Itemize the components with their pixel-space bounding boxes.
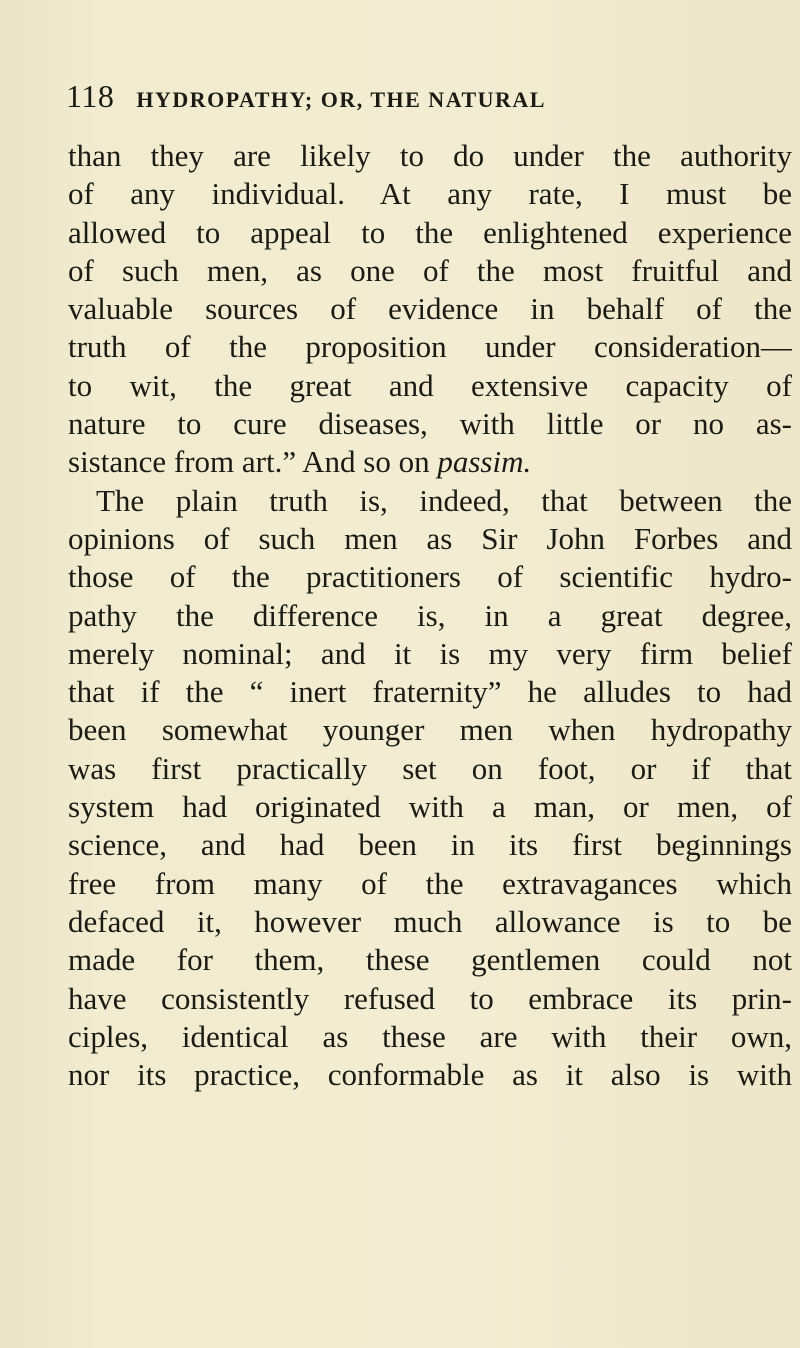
text-line: merely nominal; and it is my very firm belief — [68, 635, 792, 671]
running-head — [66, 78, 786, 118]
text-line: to wit, the great and extensive capacity of — [68, 367, 792, 403]
text-line: was first practically set on foot, or if that — [68, 750, 792, 786]
text-line: made for them, these gentlemen could not — [68, 942, 792, 978]
italic-phrase: passim. — [437, 444, 532, 480]
text-line: nature to cure diseases, with little or no as- — [68, 406, 792, 442]
text-line: that if the “ inert fraternity” he alludes to had — [68, 674, 792, 710]
text-line: system had originated with a man, or men, of — [68, 789, 792, 825]
text-line: defaced it, however much allowance is to be — [68, 903, 792, 939]
text-line: have consistently refused to embrace its prin- — [68, 980, 792, 1016]
text-line: ciples, identical as these are with their own, — [68, 1018, 792, 1054]
text-line: of any individual. At any rate, I must be — [68, 176, 792, 212]
text-line: allowed to appeal to the enlightened experience — [68, 214, 792, 250]
text-line: science, and had been in its first beginnings — [68, 827, 792, 863]
text-line: free from many of the extravagances which — [68, 865, 792, 901]
body-text — [68, 137, 792, 1094]
text-line — [68, 443, 792, 481]
text-line: than they are likely to do under the authority — [68, 138, 792, 173]
running-title: HYDROPATHY; OR, THE NATURAL — [136, 87, 546, 112]
text-line: opinions of such men as Sir John Forbes and — [68, 520, 792, 556]
text-line: valuable sources of evidence in behalf of the — [68, 291, 792, 327]
text-line: nor its practice, conformable as it also is with — [68, 1057, 792, 1093]
text-line: been somewhat younger men when hydropathy — [68, 712, 792, 748]
page-number: 118 — [66, 78, 115, 114]
text-line: truth of the proposition under consideration— — [68, 329, 792, 365]
text-line: of such men, as one of the most fruitful and — [68, 252, 792, 288]
text-line-lead: sistance from art.” And so on — [68, 444, 438, 480]
paragraph-first-line: The plain truth is, indeed, that between the — [96, 482, 792, 518]
text-line: those of the practitioners of scientific hydro- — [68, 559, 792, 595]
text-line: pathy the difference is, in a great degree, — [68, 597, 792, 633]
